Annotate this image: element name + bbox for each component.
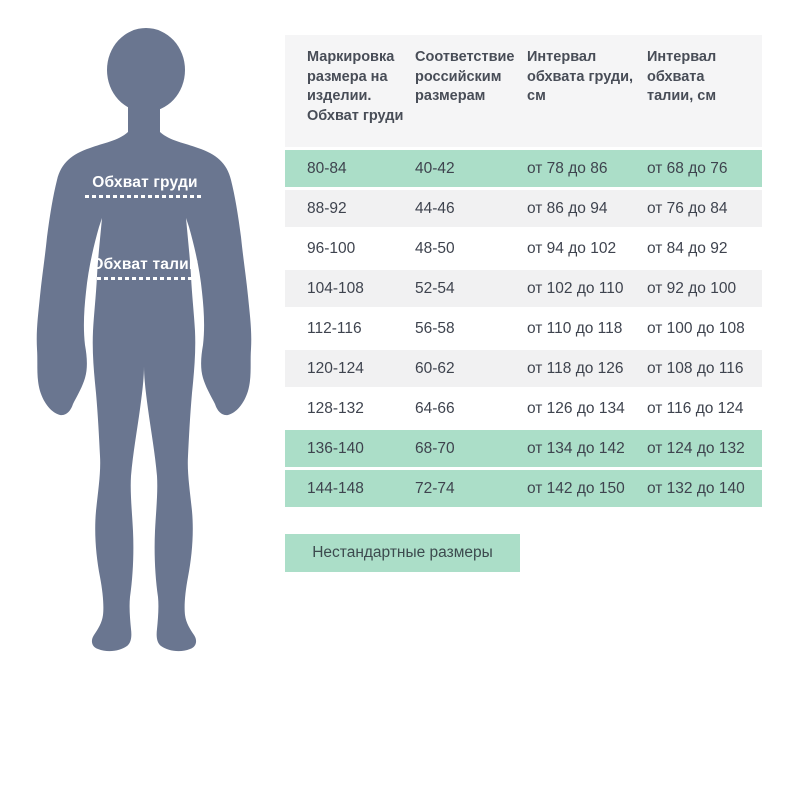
- table-row: [285, 190, 762, 227]
- cell-waist: от 84 до 92: [647, 239, 728, 257]
- cell-chest: от 86 до 94: [527, 199, 608, 217]
- chest-measure-label: Обхват груди: [92, 174, 198, 191]
- chest-dashed-line: [85, 195, 203, 198]
- cell-russian: 48-50: [415, 239, 455, 257]
- header-russian-size: Соответствие российским размерам: [415, 49, 515, 105]
- cell-russian: 72-74: [415, 479, 455, 497]
- table-row: [285, 150, 762, 187]
- cell-waist: от 132 до 140: [647, 479, 745, 497]
- table-row: [285, 470, 762, 507]
- cell-chest: от 126 до 134: [527, 399, 625, 417]
- cell-waist: от 92 до 100: [647, 279, 737, 297]
- waist-measure: [85, 256, 205, 274]
- cell-waist: от 68 до 76: [647, 159, 728, 177]
- cell-waist: от 76 до 84: [647, 199, 728, 217]
- cell-marking: 112-116: [307, 319, 362, 337]
- cell-russian: 68-70: [415, 439, 455, 457]
- cell-marking: 120-124: [307, 359, 364, 377]
- cell-chest: от 110 до 118: [527, 319, 623, 337]
- table-row: [285, 310, 762, 347]
- cell-marking: 104-108: [307, 279, 364, 297]
- cell-marking: 96-100: [307, 239, 356, 257]
- cell-chest: от 94 до 102: [527, 239, 617, 257]
- cell-marking: 88-92: [307, 199, 347, 217]
- cell-marking: 128-132: [307, 399, 364, 417]
- table-row: [285, 390, 762, 427]
- chest-measure: [85, 174, 205, 192]
- table-row: [285, 270, 762, 307]
- table-body: [285, 150, 762, 507]
- table-row: [285, 350, 762, 387]
- head-shape: [107, 28, 185, 112]
- cell-russian: 44-46: [415, 199, 455, 217]
- header-waist-interval: Интервал обхвата талии, см: [647, 49, 717, 105]
- cell-chest: от 142 до 150: [527, 479, 625, 497]
- body-silhouette: [30, 28, 260, 658]
- size-table: [285, 35, 762, 510]
- cell-russian: 52-54: [415, 279, 455, 297]
- cell-russian: 64-66: [415, 399, 455, 417]
- cell-russian: 40-42: [415, 159, 455, 177]
- body-silhouette-svg: [30, 28, 260, 658]
- cell-marking: 80-84: [307, 159, 347, 177]
- cell-marking: 136-140: [307, 439, 364, 457]
- cell-waist: от 116 до 124: [647, 399, 744, 417]
- cell-waist: от 124 до 132: [647, 439, 745, 457]
- cell-marking: 144-148: [307, 479, 364, 497]
- table-header-row: [285, 35, 762, 147]
- cell-chest: от 118 до 126: [527, 359, 624, 377]
- waist-dashed-line: [97, 277, 192, 280]
- header-size-marking: Маркировка размера на изделии. Обхват груди: [307, 49, 404, 125]
- cell-chest: от 78 до 86: [527, 159, 608, 177]
- cell-russian: 60-62: [415, 359, 455, 377]
- cell-waist: от 108 до 116: [647, 359, 744, 377]
- waist-measure-label: Обхват талии: [91, 256, 199, 273]
- cell-waist: от 100 до 108: [647, 319, 745, 337]
- cell-chest: от 102 до 110: [527, 279, 624, 297]
- nonstandard-sizes-button[interactable]: Нестандартные размеры: [285, 534, 520, 572]
- header-chest-interval: Интервал обхвата груди, см: [527, 49, 634, 105]
- table-row: [285, 430, 762, 467]
- table-row: [285, 230, 762, 267]
- cell-chest: от 134 до 142: [527, 439, 625, 457]
- cell-russian: 56-58: [415, 319, 455, 337]
